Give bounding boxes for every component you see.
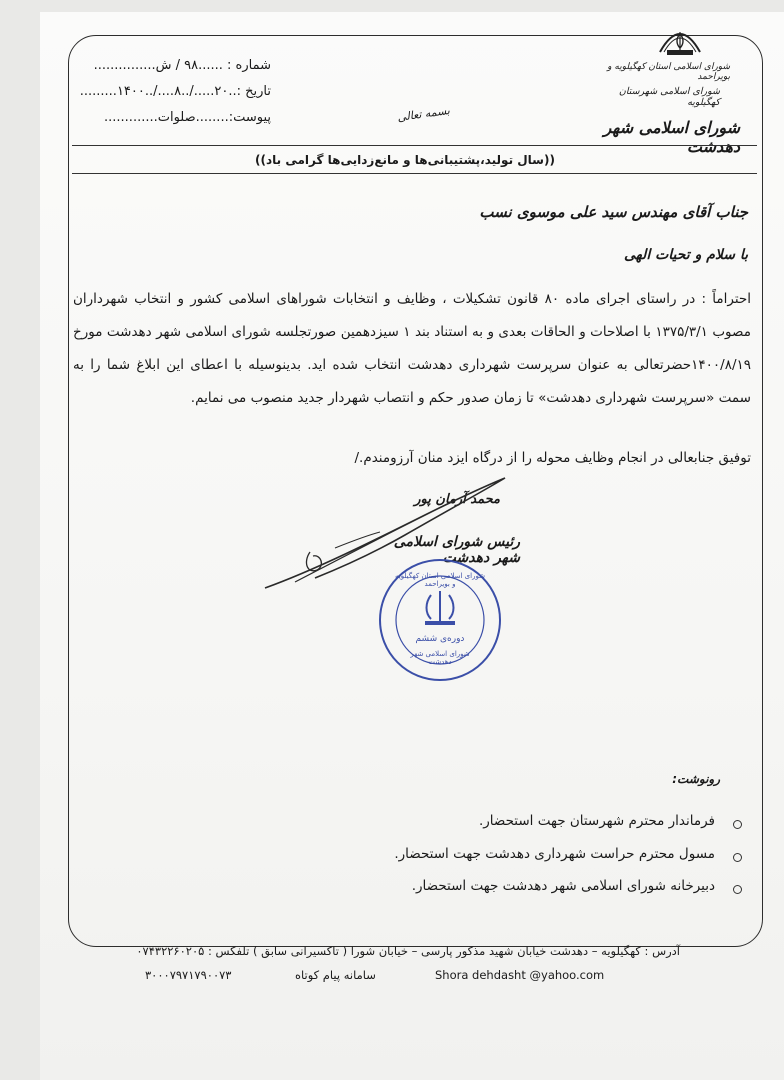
bullet-icon [733,820,742,829]
letter-number: شماره : ......۹۸ / ش............... [93,58,271,73]
header-rule [72,145,757,146]
greeting: با سلام و تحیات الهی [623,247,748,263]
council-emblem-icon [655,22,705,62]
footer-address: آدرس : کهگیلویه – دهدشت خیابان شهید مذکور پارسی – خیابان شورا ( تاکسیرانی سابق ) تلفکس : ۰۷۴۳۲۲۶۰۲۰۵ [136,944,680,958]
stamp-bottom-text: شورای اسلامی شهر دهدشت [410,650,470,666]
stamp-outer-text: شورای اسلامی استان کهگیلویه و بویراحمد [395,572,485,588]
signer-name: محمد آرمان پور [414,492,500,507]
letter-date: تاریخ :..۲۰...../..۸..../..۱۴۰۰......... [79,84,271,99]
basmala: بسمه تعالی [396,103,451,125]
signer-title: رئیس شورای اسلامی شهر دهدشت [393,534,520,566]
closing-wish: توفیق جنابعالی در انجام وظایف محوله را از درگاه ایزد منان آرزومندم./ [354,450,751,466]
org-county-council: شورای اسلامی شهرستان کهگیلویه [618,86,720,108]
header-rule-lower [72,173,757,174]
stamp-inner-text: دوره‌ی ششم [415,634,465,644]
bullet-icon [733,853,742,862]
year-slogan: ((سال تولید،پشتیبانی‌ها و مانع‌زدایی‌ها گرامی باد)) [255,153,555,167]
sms-number: ۳۰۰۰۷۹۷۱۷۹۰۰۷۳ [145,968,232,982]
cc-item: فرماندار محترم شهرستان جهت استحضار. [478,813,715,829]
recipient: جناب آقای مهندس سید علی موسوی نسب [479,203,748,221]
sms-label: سامانه پیام کوتاه [295,968,376,982]
letter-attachment: پیوست:........صلوات............. [104,110,271,125]
cc-item: دبیرخانه شورای اسلامی شهر دهدشت جهت استحضار. [411,878,715,894]
footer-email[interactable]: Shora dehdasht @yahoo.com [435,968,605,982]
cc-item: مسول محترم حراست شهرداری دهدشت جهت استحضار. [394,846,715,862]
letter-body: احتراماً : در راستای اجرای ماده ۸۰ قانون تشکیلات ، وظایف و انتخابات شوراهای اسلامی کشور و انتخاب شهرداران مصوب ۱۳۷۵/۳/۱ با اصلاحات و الحاقات بعدی و به استناد بند ۱ سیزدهمین صورتجلسه شورای اسلامی شهر دهدشت مورخ ۱۴۰۰/۸/۱۹حضرتعالی به عنوان سرپرست شهرداری دهدشت انتخاب شده اید. بدینوسیله با اعطای این ابلاغ شما را به سمت «سرپرست شهرداری دهدشت» تا زمان صدور حکم و انتصاب شهردار جدید منصوب می نمایم. [73,291,752,406]
bullet-icon [733,885,742,894]
org-province-council: شورای اسلامی استان کهگیلویه و بویراحمد [607,62,730,82]
cc-label: رونوشت: [672,772,720,786]
org-city-council: شورای اسلامی شهر دهدشت [603,118,740,156]
